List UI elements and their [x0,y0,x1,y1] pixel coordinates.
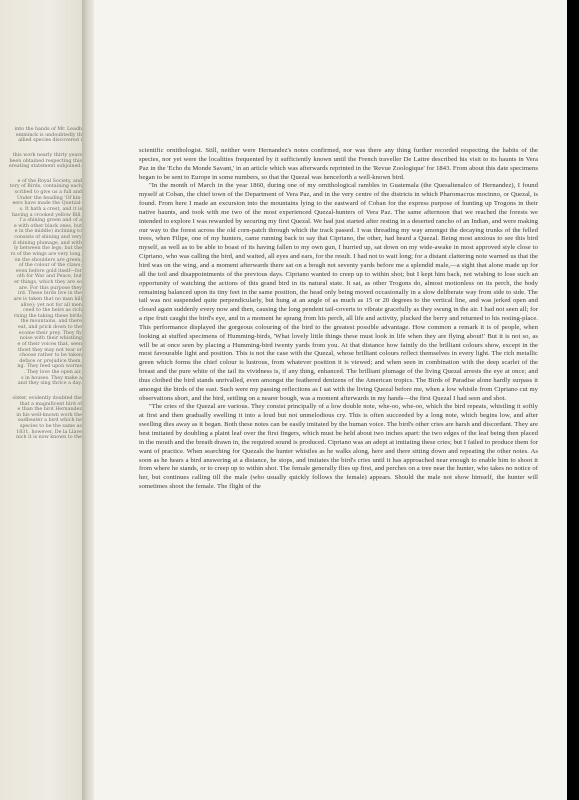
facing-page-line: rs of the wings are very long, [10,251,82,257]
facing-page-line: allied species discovered i [18,138,82,144]
facing-page-line: ceed to the heirs as rich [23,308,82,314]
facing-page-line: d shining plumage, and with [12,240,82,246]
facing-page-line [0,144,82,153]
facing-page-line: deface or prejudice them, [19,358,82,364]
facing-page-line [0,387,82,396]
facing-page-line: on the shoulders are green; [14,257,82,263]
facing-page-line: olster, evidently doubted the [12,395,82,401]
facing-page-line: ecome their prey. They fly [18,330,82,336]
facing-page-line: species to be the same as [19,424,82,429]
page-body-text [139,147,538,492]
scan-border [567,0,579,800]
facing-page-line: er things, which they are so [14,280,82,285]
facing-page-line: eers have made the Quetzal- [12,201,82,207]
facing-page-line: oth for War and Peace, but [16,274,82,280]
facing-page-line: emminck is undoubtedly th [15,132,82,138]
facing-page-line: f a shining green and of a [19,218,82,224]
facing-page-line: in his well-known work the [16,412,82,418]
facing-page-line: thoet they may not tear or [18,347,82,353]
book-gutter [82,0,94,800]
facing-page-line: nich it is now known to the [16,435,82,441]
facing-page-line: noise with their whistling [19,336,82,342]
facing-page-line: s in houses. They make a [21,375,82,381]
facing-page-line: the mountains, and there [20,319,82,325]
facing-page-line: tory of Birds, containing each [9,184,82,190]
facing-page-line: ly between the legs; but the [14,246,82,252]
facing-page-line: choose rather to be taken [19,353,82,359]
facing-page-line: even before gold itself—for [15,268,82,274]
facing-page-line: ng. They feed upon worms [17,364,82,370]
paragraph-quezal-cries: "The cries of the Quezal are various. They consist principally of a low double note, whe-oo, whe-oo, which the bird repeats, whistling it softly at first and then gradually swelling it into a loud but not unmelodious cry. This is often succeeded by a long note, which begins low, and after swelling dies away as it began. Both these notes can be easily imitated by the human voice. The bird's other cries are harsh and discordant. They are best imitated by doubling a plaint leaf over the first fingers, which must be held about two inches apart: the two edges of the leaf being then placed in the mouth and the breath drawn in, the required sound is produced. Cipriano was an adept at imitating these cries; but I failed to produce them for want of practice. When searching for Quezals the hunter whistles as he walks along, here and there sitting down and repeating the other notes. As soon as he hears a bird answering at a distance, he stops, and imitates the bird's cries until it has approached near enough to enable him to shoot it from where he stands, or to creep up to within shot. The female generally flies up first, and perches on a tree near the hunter, who takes no notice of her, but continues calling till the male (who usually quickly follows the female) appears. Should the male not show himself, the hunter will sometimes shoot the female. The flight of the [139,403,538,491]
facing-page-line: 1831, however, De la Llave [16,429,82,435]
facing-page-line: e of their voices that, seen [17,341,82,347]
facing-page-line: e than the bird Hernandez [17,407,82,413]
facing-page-line: e in the middle) inclining to [14,229,82,235]
facing-page-line [0,170,82,179]
facing-page-line: . They love the open air, [23,370,82,375]
facing-page-line: rning the taking these birds [13,313,82,319]
facing-page-line: into the hands of Mr. Leadb [14,127,82,132]
paragraph-first-quezal: "In the month of March in the year 1860, during one of my ornithological rambles in Guatemala (the Quesaltenalco of Hernandez), I found myself at Coban, the chief town of the Department of Vera Paz, and in the very centre of the districts in which Pharomacrus mocinno, or Quezal, is found. From here I made an excursion into the mountains lying to the eastward of Coban for the express purpose of hunting up Trogons in their native haunts, and took with me two of the most experienced Quezal-hunters of Vera Paz. The same afternoon that we reached the forests we intended to explore I was rewarded by securing my first Quezal. We had just started after resting in a deserted rancho of an Indian, and were making our way to the forest across the old corn-patch through which the track passed. I was threading my way amongst the decaying trunks of the felled trees, when Filipe, one of my hunters, came running back to say that Cipriano, the other, had heard a Quezal. Being most anxious to see this bird myself, as well as to be able to boast of its having fallen to my own gun, I hurried up, sat down on my wide-awake in most approved style close to Cipriano, who was calling the bird, and waited, all eyes and ears, for the result. I had not to wait long; for a distant clattering note warned us that the bird was on the wing, and a moment afterwards there sat on a bough not seventy yards before me a splendid male,—a sight that alone made up for all the toil and disappointments of the previous days. Cipriano wanted to creep up to within shot; but I kept him back, not wishing to lose such an opportunity of watching the actions of this grand bird in its natural state. It sat, as other Trogons do, almost motionless on its perch, the body remaining balanced upon its tiny feet in the same position, the head only being moved occasionally in a slow deliberate way from side to side. The tail was not suspended quite perpendicularly, but hung at an angle of as much as 15 or 20 degrees to the vertical line, and was jerked open and closed again suddenly every now and then, causing the long pendent tail-coverts to vibrate gracefully as they swung in the air. I had not seen all; for a ripe fruit caught the bird's eye, and in a moment he sprang from his perch, all life and activity, plucked the berry and returned to his resting-place. This performance displayed the gorgeous colouring of the bird to the greatest possible advantage. How common a remark it is of people, when looking at stuffed specimens of Humming-birds, 'What lovely little things these must look in life when they are flying about!' But it is not so, as will be at once seen by placing a Humming-bird twenty yards from you. At that distance how faintly do the brilliant colours show, except in the most favourable light and position. This is not the case with the Quezal, whose brilliant colours reflect themselves in every light. The rich metallic green which forms the chief colour is lustrous, from whatever position it is viewed; and when seen in combination with the deep scarlet of the breast and the pure white of the tail its vividness is, if any thing, enhanced. The brilliant plumage of the living Quezal arrests the eye at once; and thus clothed the bird stands unrivalled, even amongst the feathered denizens of the American tropics. The Birds of Paradise alone hardly surpass it amongst the birds of the east. Such were my passing reflections as I sat with the living Quezal before me, when a low whistle from Cipriano cut my observations short, and the bird, settling on a nearer bough, was a moment afterwards in my hands—the first Quezal I had seen and shot. [139,182,538,402]
facing-page-line: that a magnificent bird of [19,401,82,407]
facing-page-line: ereating statement subjoined: [8,164,82,170]
facing-page-line: e of the Royal Society, and [17,178,82,184]
facing-page-line: scribed to give us a full and [14,190,82,195]
facing-page-line: having a crooked yellow Bill, [11,212,82,218]
facing-page-line: e with other black ones, but [13,223,82,229]
facing-page-line: eadbeater a bird which he [18,418,82,424]
facing-page-edge [0,0,82,800]
facing-page-line: and they sing thrice a day. [17,381,82,387]
facing-page-line: ird. These birds live in the [17,291,82,297]
paragraph-opening: scientific ornithologist. Still, neither were Hernandez's notes confirmed, nor was there any thing further recorded respecting the habits of the species, nor yet were the localities frequented by it sufficiently known until the French traveller De Lattre described his visit to its haunts in Vera Paz in the 'Echo du Monde Savant,' in an article which was afterwards reprinted in the 'Revue Zoologique' for 1843. From about this date specimens began to be sent to Europe in some numbers, so that the Quezal was henceforth a well-known bird. [139,147,538,181]
facing-page-line: of the colour of the claws; [18,263,82,269]
facing-page-text [0,127,82,441]
facing-page-line: Under the heading 'Of kin- [16,195,82,201]
facing-page-line: this work nearly thirty years [12,152,82,158]
facing-page-line: s. It hath a crest, and it is [19,206,82,212]
facing-page-line: consists of shining and very [14,235,82,240]
facing-page-line: are is taken that no man kill [13,296,82,302]
book-page [94,0,567,800]
facing-page-line: been obtained respecting this [9,158,82,164]
facing-page-line: eat, and prick down to the [17,325,82,330]
facing-page-line: alive); yet not for all men [20,302,82,308]
facing-page-line: are. For this purpose they [18,285,82,291]
